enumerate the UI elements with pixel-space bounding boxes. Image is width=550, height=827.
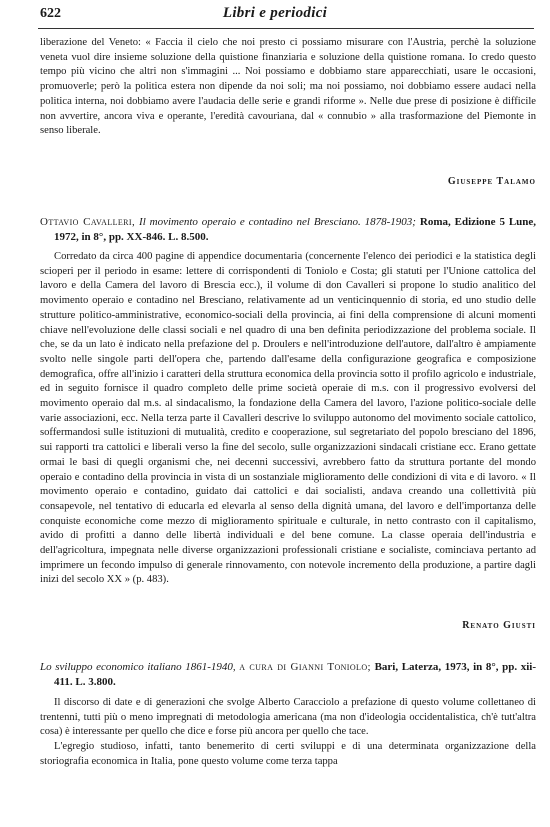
bibliographic-entry (40, 660, 536, 689)
review-2-paragraph: Corredato da circa 400 pagine di appendice documentaria (concernente l'elenco dei periodici e la statistica degli scioperi per il periodo in esame: lettere di corrispondenti di Toniolo e Costa; gli statuti per l'Unione cattolica del lavoro e della Camera del lavoro di Brescia ecc.), il volume di don Cavalleri si propone lo studio analitico del movimento operaio e contadino nel Bresciano, relativamente ad un venticinquennio di storia, ed uno studio delle strutture politico-amministrative, economico-sociali della provincia, ai fini della comprensione di alcuni momenti chiave nell'evoluzione delle classi sociali e nel quadro di una ben definita periodizzazione del problema sociale. Il che, se da un lato è indicato nella prefazione del p. Droulers e nell'introduzione dell'autore, dall'altro è ampiamente svolto nelle singole parti dell'opera che, partendo dall'esame della configurazione geografica e composizione demografica, offre all'inizio i caratteri della struttura economica della provincia sotto il profilo agricolo e industriale, ed in seguito fornisce il quadro completo delle prime società operaie di m.s. con il progressivo evolversi del movimento operaio dal m.s. al sindacalismo, la fondazione della Camera del lavoro, l'azione politico-sociale delle varie associazioni, ecc. Nella terza parte il Cavalleri descrive lo sviluppo autonomo del movimento sociale cattolico, soffermandosi sulle istituzioni di mutualità, credito e cooperazione, sul segretariato del popolo bresciano del 1896, sui rapporti tra cattolici e liberali verso la fine del secolo, sulle organizzazioni sindacali cristiane ecc. Erano gettate ormai le basi di quegli organismi che, nei decenni successivi, avrebbero fatto da struttura portante del mondo operaio e contadino della provincia in vista di un sostanziale miglioramento delle condizioni di vita e di lavoro. « Il movimento operaio e contadino, guidato dai cattolici e dai socialisti, andava creando una collettività più consapevole, nel tentativo di educarla ed elevarla al senso della dignità umana, del lavoro e dell'importanza delle conquiste economiche come mezzo di miglioramento spirituale e culturale, in netto contrasto con il capitalismo, avido di profitti a danno delle libertà individuali e del bene comune. La classe operaia dell'industria e dell'agricoltura, impegnata nelle diverse organizzazioni professionali cristiane e socialiste, cominciava pertanto ad imprimere un fecondo impulso di generale rinnovamento, con notevole incremento della produzione, a partire dagli inizi del secolo XX » (p. 483). (40, 251, 536, 586)
running-head: Libri e periodici (222, 5, 328, 21)
review-3-paragraph-1: Il discorso di date e di generazioni che svolge Alberto Caracciolo a prefazione di questo volume collettaneo di trentenni, tutti più o meno impregnati di metodologia americana (ma non d'ideologia occidentalistica, ch'è tutt'altra cosa) è interessante per quello che dice e forse più ancora per quello che tace. (40, 697, 536, 738)
bibliographic-entry (40, 215, 536, 244)
review-2 (40, 250, 536, 588)
entry-title: Lo sviluppo economico italiano 1861-1940, (40, 661, 236, 673)
review-1-paragraph: liberazione del Veneto: « Faccia il cielo che noi presto ci possiamo misurare con l'Austria, perchè la soluzione veneta vuol dire insieme soluzione della quistione finanziaria e soluzione della quistione romana. Io credo questo tempo più vicino che altri non s'immagini ... Noi possiamo e dobbiamo stare apparecchiati, usare le occasioni, promuoverle; però la politica estera non dipende da noi soli; ma noi possiamo, noi dobbiamo essere audaci nella politica interna, noi dobbiamo avere l'audacia delle serie e grandi riforme ». Nelle due prese di posizione è difficile non avvertire, ancora viva e operante, l'eredità cavouriana, dal « connubio » alla trasformazione del Piemonte in senso liberale. (40, 37, 536, 137)
page-number: 622 (40, 6, 61, 21)
entry-author: Ottavio Cavalleri, (40, 216, 136, 228)
review-2-signature: Renato Giusti (462, 620, 536, 631)
review-3-heading (40, 660, 536, 689)
entry-title: Il movimento operaio e contadino nel Bresciano. 1878-1903; (139, 216, 416, 228)
review-3 (40, 696, 536, 770)
entry-publisher: Roma, Edizione 5 Lune, 1972, in 8°, pp. XX-846. L. 8.500. (54, 216, 537, 243)
entry-editor: a cura di Gianni Toniolo; (239, 661, 371, 673)
review-1-signature: Giuseppe Talamo (447, 176, 536, 187)
review-3-paragraph-2: L'egregio studioso, infatti, tanto benemerito di certi sviluppi e di una determinata organizzazione della storiografia economica in Italia, pone questo volume come terza tappa (40, 741, 536, 767)
review-2-heading (40, 215, 536, 244)
review-1 (40, 36, 536, 139)
page-header (0, 0, 550, 28)
entry-publisher: Bari, Laterza, 1973, in 8°, pp. xii-411. L. 3.800. (54, 661, 536, 688)
header-rule (38, 28, 534, 29)
